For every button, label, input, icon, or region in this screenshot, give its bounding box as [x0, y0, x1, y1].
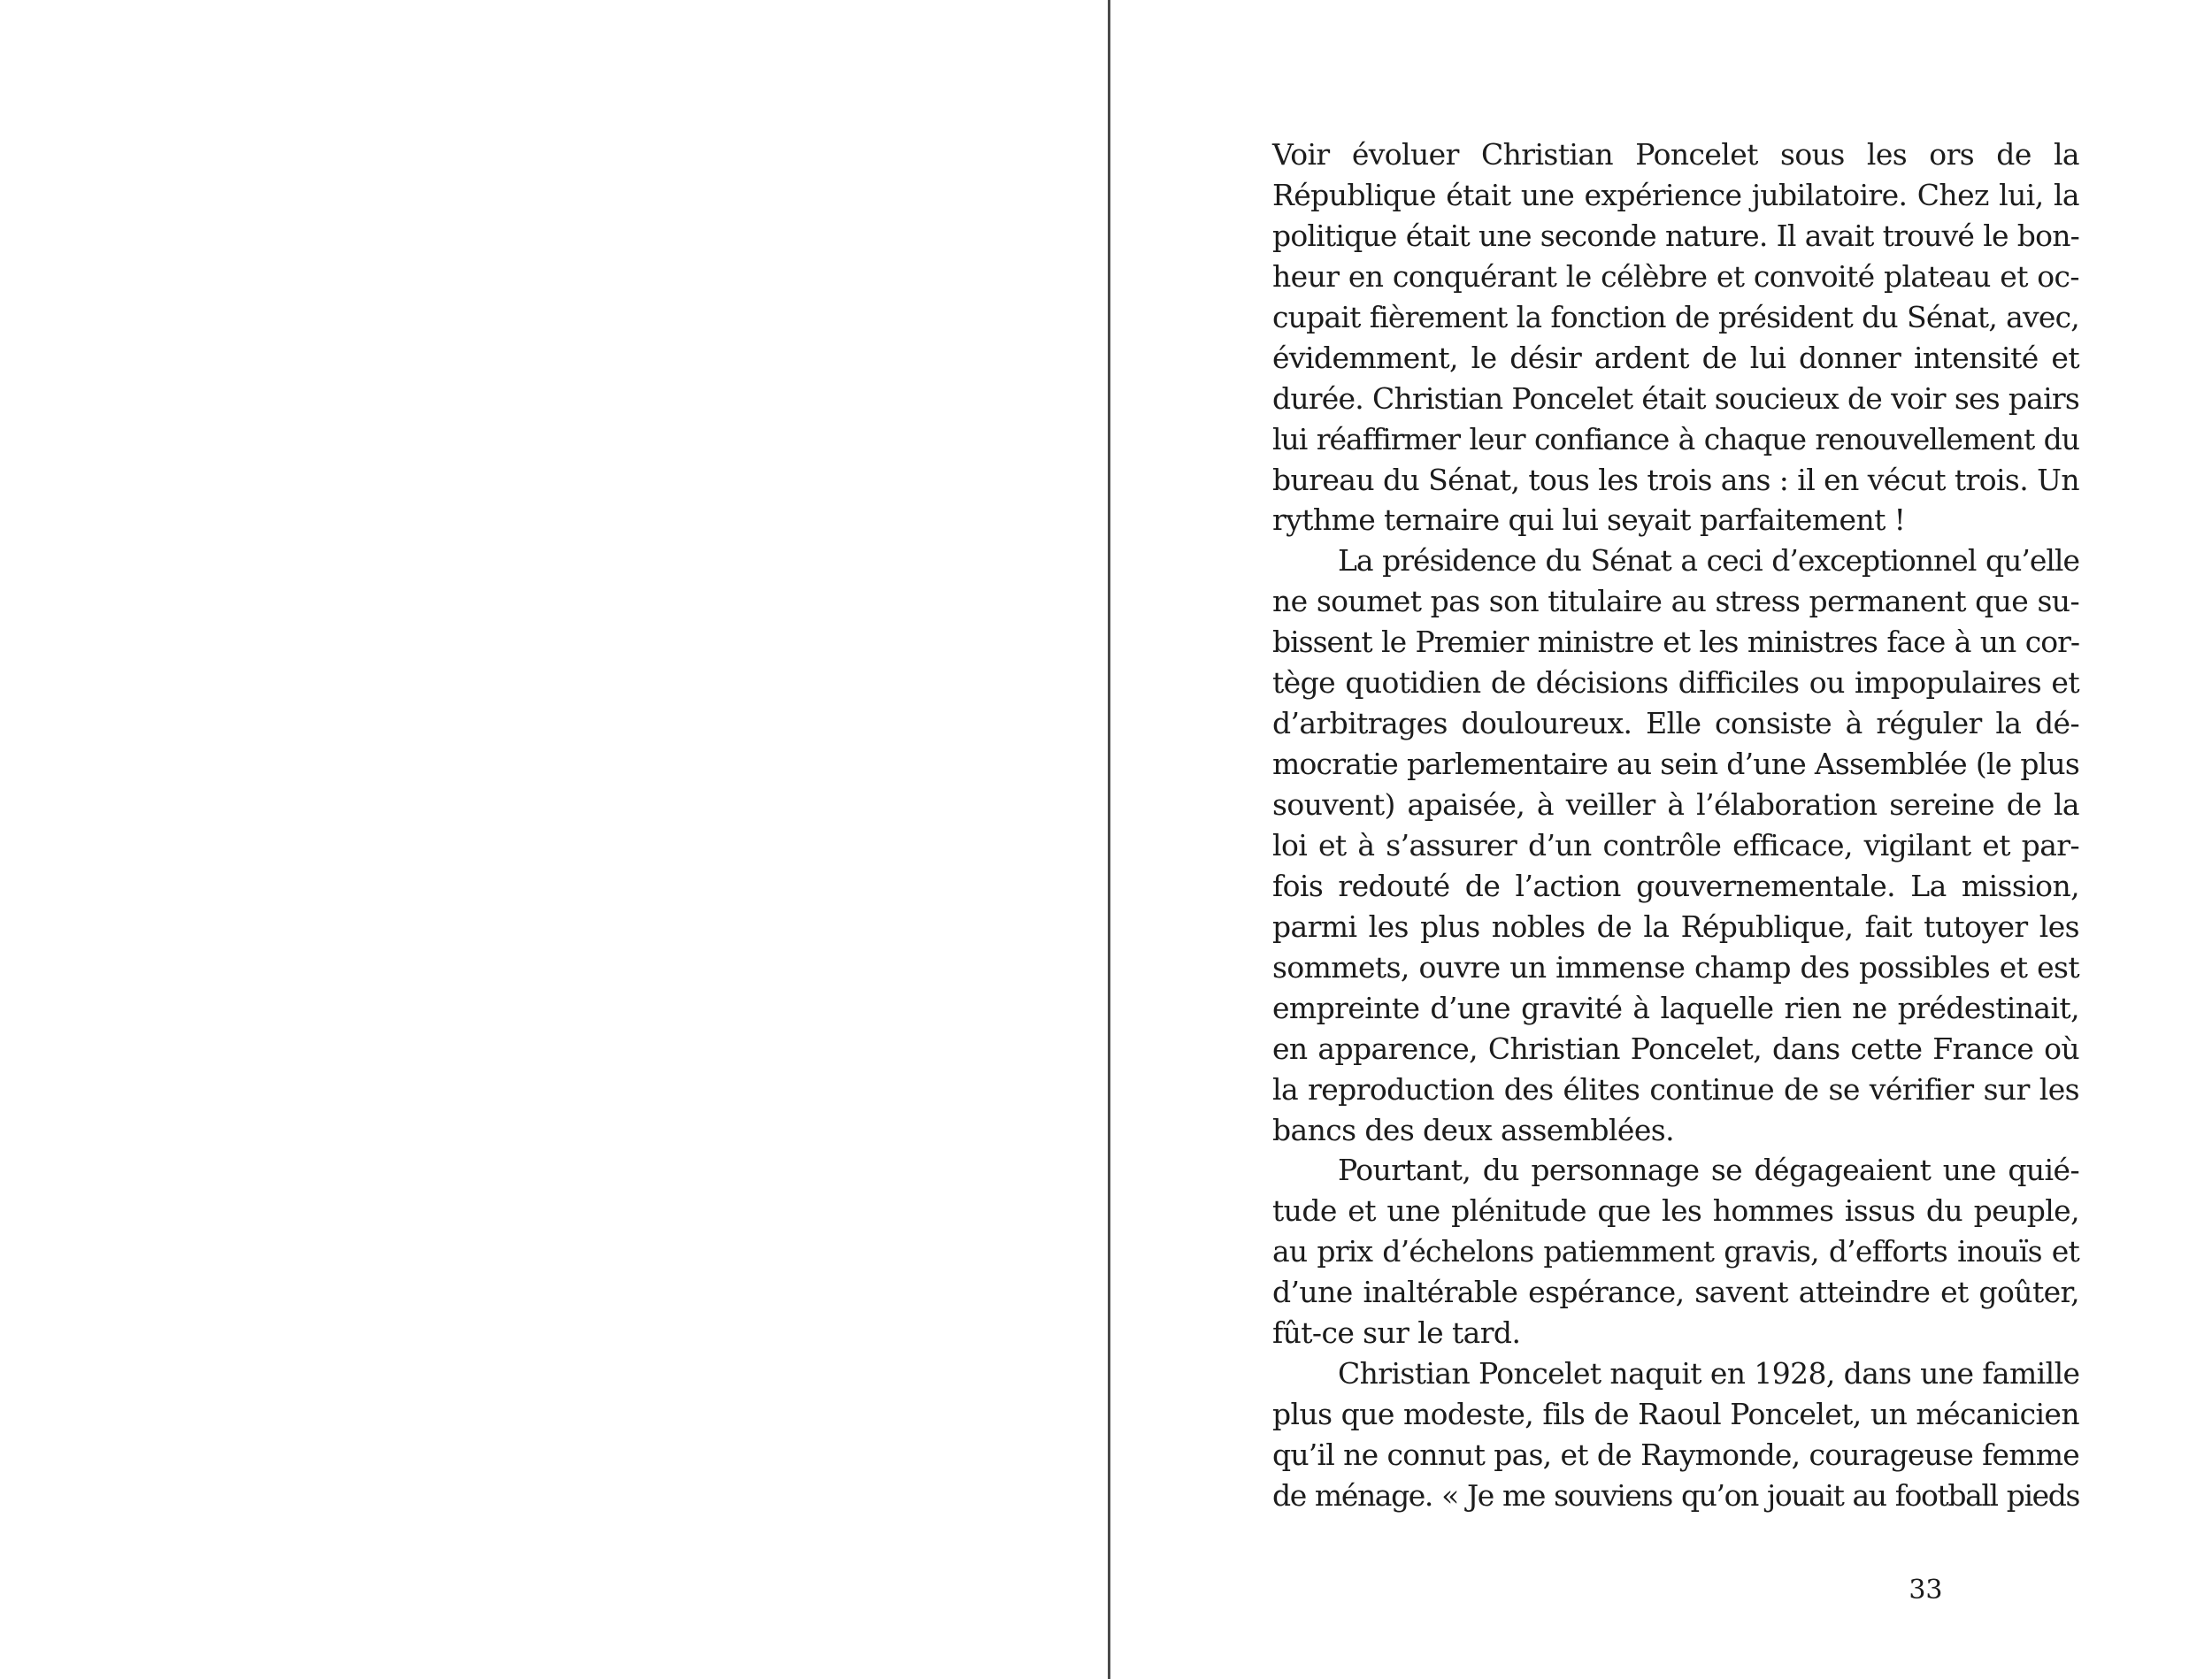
text-line: ne soumet pas son titulaire au stress permanent que su- — [1272, 584, 2079, 619]
text-line: loi et à s’assurer d’un contrôle efficace, vigilant et par- — [1272, 827, 2079, 862]
text-line: au prix d’échelons patiemment gravis, d’efforts inouïs et — [1272, 1234, 2079, 1269]
text-line: qu’il ne connut pas, et de Raymonde, courageuse femme — [1272, 1438, 2079, 1472]
text-line: bissent le Premier ministre et les ministres face à un cor- — [1272, 625, 2079, 660]
text-line: d’arbitrages douloureux. Elle consiste à réguler la dé- — [1272, 706, 2079, 741]
text-line: de ménage. « Je me souviens qu’on jouait au football pieds — [1272, 1477, 2079, 1513]
text-line: politique était une seconde nature. Il avait trouvé le bon- — [1272, 218, 2079, 253]
page-number-container — [1110, 1575, 2212, 1606]
paragraph — [1272, 1353, 2079, 1516]
text-line: plus que modeste, fils de Raoul Poncelet, un mécanicien — [1272, 1397, 2079, 1432]
body-text — [1272, 134, 2079, 1516]
text-line: rythme ternaire qui lui seyait parfaitement ! — [1272, 502, 1906, 538]
text-line: la reproduction des élites continue de se vérifier sur les — [1272, 1071, 2079, 1107]
text-line: République était une expérience jubilatoire. Chez lui, la — [1272, 177, 2079, 212]
text-line: sommets, ouvre un immense champ des possibles et est — [1272, 949, 2079, 985]
page-number: 33 — [1909, 1575, 1943, 1606]
text-line: bureau du Sénat, tous les trois ans : il en vécut trois. Un — [1272, 462, 2079, 497]
paragraph — [1272, 1150, 2079, 1353]
text-line: tège quotidien de décisions difficiles ou impopulaires et — [1272, 665, 2079, 701]
paragraph — [1272, 540, 2079, 1150]
paragraph — [1272, 134, 2079, 540]
text-line: parmi les plus nobles de la République, fait tutoyer les — [1272, 908, 2079, 944]
right-page — [1110, 0, 2212, 1679]
text-line: Voir évoluer Christian Poncelet sous les ors de la — [1272, 137, 2079, 172]
text-line: souvent) apaisée, à veiller à l’élaboration sereine de la — [1272, 787, 2079, 822]
text-line: fût-ce sur le tard. — [1272, 1315, 1521, 1351]
text-line: bancs des deux assemblées. — [1272, 1112, 1674, 1147]
text-line: heur en conquérant le célèbre et convoité plateau et oc- — [1272, 258, 2079, 294]
text-line: cupait fièrement la fonction de président du Sénat, avec, — [1272, 299, 2079, 334]
text-line: en apparence, Christian Poncelet, dans cette France où — [1272, 1031, 2079, 1066]
text-line: Christian Poncelet naquit en 1928, dans une famille — [1338, 1356, 2080, 1392]
text-line: d’une inaltérable espérance, savent atteindre et goûter, — [1272, 1275, 2079, 1310]
text-line: lui réaffirmer leur confiance à chaque renouvellement du — [1272, 421, 2079, 456]
text-line: Pourtant, du personnage se dégageaient une quié- — [1338, 1153, 2079, 1188]
text-line: durée. Christian Poncelet était soucieux de voir ses pairs — [1272, 380, 2079, 416]
text-line: fois redouté de l’action gouvernementale. La mission, — [1272, 868, 2079, 903]
text-line: mocratie parlementaire au sein d’une Assemblée (le plus — [1272, 747, 2079, 782]
text-line: évidemment, le désir ardent de lui donner intensité et — [1272, 340, 2079, 375]
text-line: empreinte d’une gravité à laquelle rien ne prédestinait, — [1272, 990, 2079, 1025]
text-line: tude et une plénitude que les hommes issus du peuple, — [1272, 1193, 2079, 1229]
text-line: La présidence du Sénat a ceci d’exceptionnel qu’elle — [1338, 543, 2079, 579]
